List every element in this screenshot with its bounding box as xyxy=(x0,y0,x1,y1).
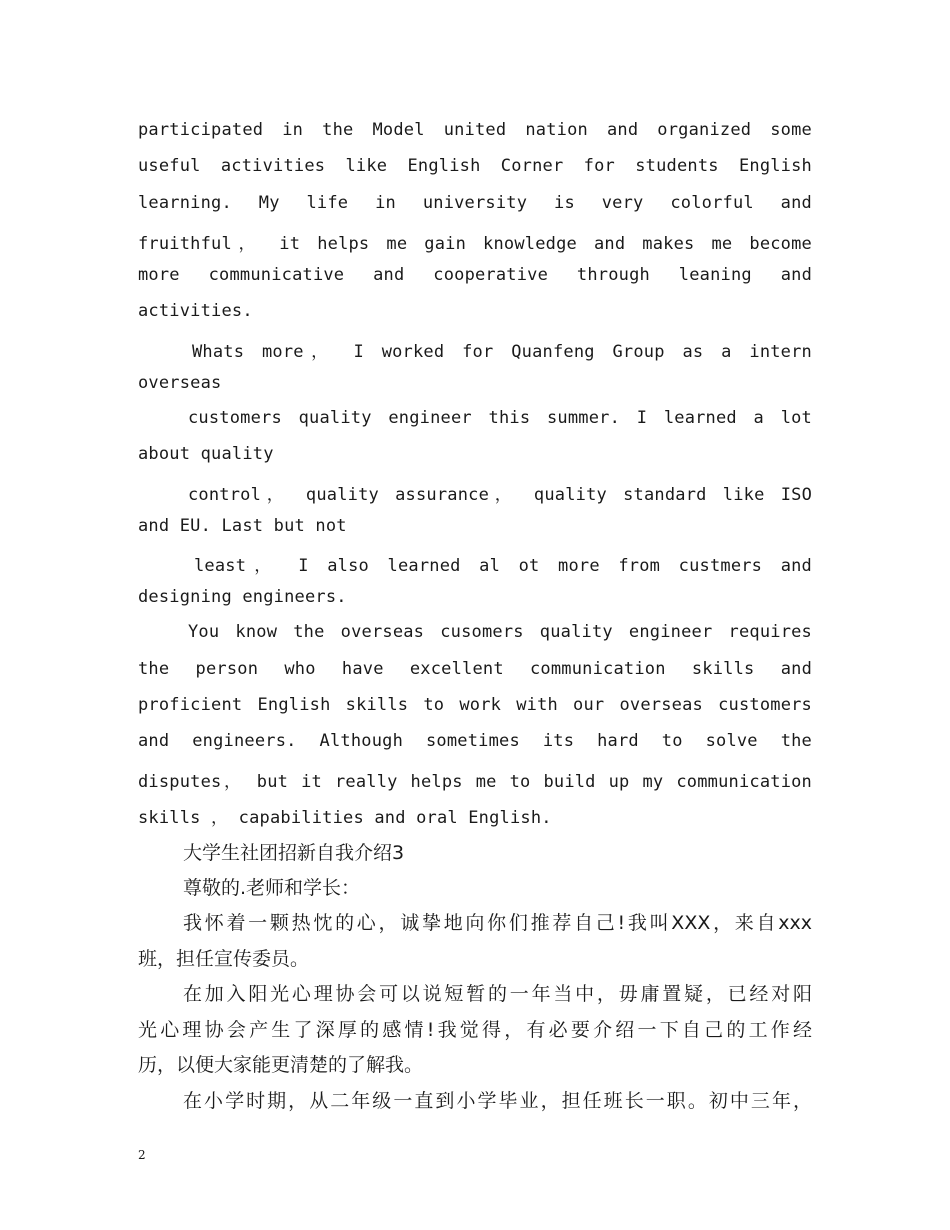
text-line: 光心理协会产生了深厚的感情!我觉得，有必要介绍一下自己的工作经 xyxy=(138,1019,812,1041)
text-line: activities. xyxy=(138,301,253,321)
text-line: skills ， capabilities and oral English. xyxy=(138,808,552,828)
text-line: fruithful， it helps me gain knowledge and makes me become xyxy=(138,234,812,254)
text-line: 班，担任宣传委员。 xyxy=(138,948,310,970)
text-line: 在小学时期，从二年级一直到小学毕业，担任班长一职。初中三年， xyxy=(183,1090,812,1112)
text-line: about quality xyxy=(138,444,274,464)
text-line: You know the overseas cusomers quality engineer requires xyxy=(188,622,812,642)
text-line: customers quality engineer this summer. I learned a lot xyxy=(188,408,812,428)
text-line: and engineers. Although sometimes its hard to solve the xyxy=(138,731,812,751)
text-line: 我怀着一颗热忱的心，诚挚地向你们推荐自己!我叫XXX，来自xxx xyxy=(183,912,812,934)
text-line: overseas xyxy=(138,373,222,393)
text-line: useful activities like English Corner for students English xyxy=(138,156,812,176)
text-line: least， I also learned al ot more from custmers and xyxy=(194,556,812,576)
text-line: participated in the Model united nation and organized some xyxy=(138,120,812,140)
text-line: 历，以便大家能更清楚的了解我。 xyxy=(138,1054,424,1076)
text-line: 大学生社团招新自我介绍3 xyxy=(183,842,405,864)
text-line: designing engineers. xyxy=(138,587,347,607)
page-number: 2 xyxy=(138,1148,146,1162)
text-line: and EU. Last but not xyxy=(138,516,347,536)
text-line: control， quality assurance， quality standard like ISO xyxy=(188,485,812,505)
text-line: proficient English skills to work with our overseas customers xyxy=(138,695,812,715)
text-line: more communicative and cooperative through leaning and xyxy=(138,265,812,285)
text-line: learning. My life in university is very colorful and xyxy=(138,193,812,213)
text-line: 在加入阳光心理协会可以说短暂的一年当中，毋庸置疑，已经对阳 xyxy=(183,983,812,1005)
text-line: disputes， but it really helps me to build up my communication xyxy=(138,772,812,792)
text-line: 尊敬的.老师和学长： xyxy=(183,877,361,899)
text-line: the person who have excellent communication skills and xyxy=(138,659,812,679)
text-line: Whats more， I worked for Quanfeng Group as a intern xyxy=(192,342,812,362)
